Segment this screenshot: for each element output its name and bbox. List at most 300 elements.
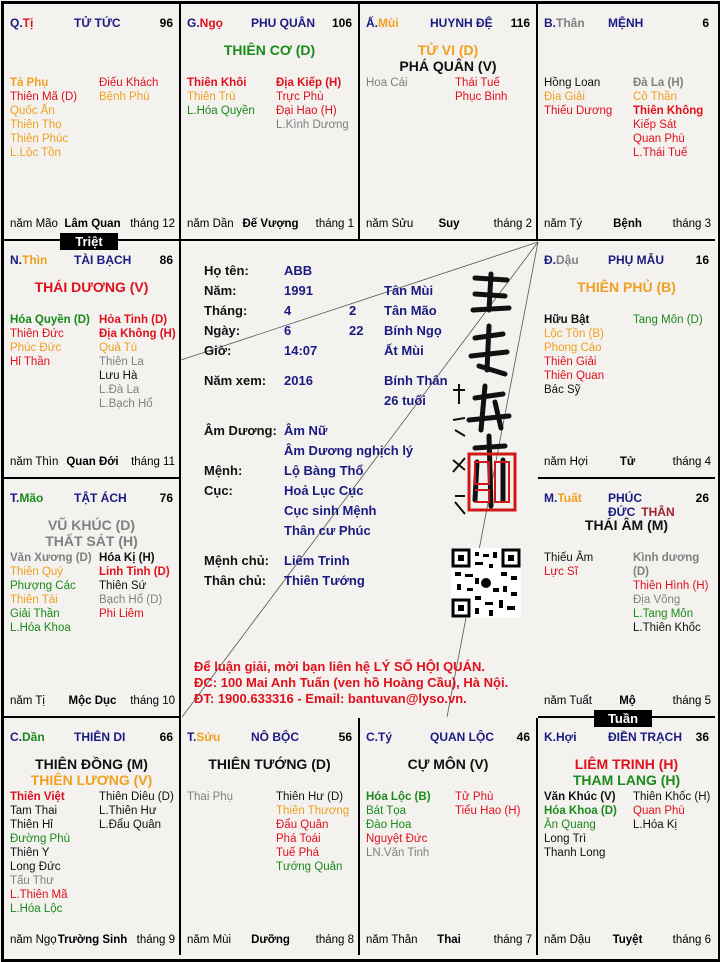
palace-name <box>608 16 688 30</box>
palace-cell[interactable] <box>4 718 181 955</box>
minor-star: Lực Sĩ <box>544 566 578 578</box>
main-star: VŨ KHÚC (D) <box>47 517 136 533</box>
minor-stars-left <box>544 76 612 118</box>
palace-footer <box>10 456 175 470</box>
palace-name <box>430 730 510 744</box>
main-stars <box>4 279 179 295</box>
minor-star: Thiên Hỉ <box>10 819 53 831</box>
cuc-note-2: Thân cư Phúc <box>284 523 371 538</box>
minor-star: Bệnh Phù <box>99 91 150 103</box>
main-stars <box>538 279 715 295</box>
palace-stem: B. <box>544 16 556 30</box>
minor-star: L.Bạch Hổ <box>99 398 153 410</box>
minor-star: Hồng Loan <box>544 77 601 89</box>
main-stars <box>181 756 358 772</box>
main-stars <box>538 517 715 533</box>
palace-name <box>251 16 331 30</box>
minor-star: Văn Xương (D) <box>10 552 92 564</box>
than-chu-value: Thiên Tướng <box>284 573 365 588</box>
palace-header <box>544 16 709 32</box>
day-canchi: Bính Ngọ <box>384 323 442 338</box>
minor-star: Thiên Việt <box>10 791 65 803</box>
minor-star: Phượng Các <box>10 580 76 592</box>
minor-star: Đẩu Quân <box>276 819 329 831</box>
minor-star: Thái Tuế <box>455 77 500 89</box>
palace-name-text: MỆNH <box>608 16 644 30</box>
minor-star: L.Hóa Kị <box>633 819 678 831</box>
palace-age: 16 <box>695 253 709 267</box>
palace-stem-branch <box>187 730 220 744</box>
palace-year: năm Tuất <box>544 695 592 707</box>
palace-header <box>544 730 709 746</box>
main-stars <box>4 517 179 549</box>
main-stars <box>360 42 536 74</box>
minor-stars-left <box>187 790 233 804</box>
palace-age: 46 <box>516 730 530 744</box>
palace-cell[interactable] <box>538 718 715 955</box>
palace-branch: Ngọ <box>199 16 223 30</box>
palace-branch: Thân <box>556 16 585 30</box>
palace-header <box>544 491 709 519</box>
calligraphy-logo <box>445 270 525 620</box>
palace-cell[interactable] <box>538 479 715 718</box>
cuc-label: Cục: <box>204 483 233 498</box>
minor-star: Văn Khúc (V) <box>544 791 616 803</box>
minor-star: Địa Giải <box>544 91 585 103</box>
main-star: THAM LANG (H) <box>572 772 681 788</box>
minor-star: Hỉ Thần <box>10 356 51 368</box>
palace-footer <box>187 218 354 232</box>
hour-canchi: Ất Mùi <box>384 343 424 358</box>
minor-star: Hóa Kị (H) <box>99 552 155 564</box>
palace-stem: Đ. <box>544 253 556 267</box>
minor-star: Địa Kiếp (H) <box>276 77 342 89</box>
palace-year: năm Thìn <box>10 456 59 468</box>
minor-star: Tử Phù <box>455 791 494 803</box>
menh-value: Lộ Bàng Thổ <box>284 463 364 478</box>
palace-header <box>187 730 352 746</box>
palace-stem-branch <box>544 253 579 267</box>
minor-star: Quả Tú <box>99 342 138 354</box>
palace-name-text: PHỤ MẪU <box>608 253 664 267</box>
minor-star: L.Lộc Tồn <box>10 147 61 159</box>
minor-stars-right <box>633 76 703 160</box>
palace-stem: N. <box>10 253 22 267</box>
palace-age: 36 <box>695 730 709 744</box>
life-stage: Bệnh <box>613 218 642 230</box>
palace-footer <box>544 934 711 948</box>
palace-stem-branch <box>10 253 47 267</box>
minor-star: Địa Võng <box>633 594 681 606</box>
palace-name <box>74 730 154 744</box>
palace-header <box>366 730 530 746</box>
palace-name <box>608 253 688 267</box>
palace-cell[interactable] <box>360 4 538 241</box>
minor-stars-right <box>633 790 710 832</box>
minor-star: Long Trì <box>544 833 587 845</box>
palace-stem-branch <box>366 730 392 744</box>
minor-star: Phi Liêm <box>99 608 144 620</box>
palace-name <box>74 491 154 505</box>
minor-stars-left <box>544 313 604 397</box>
view-year-label: Năm xem: <box>204 373 267 388</box>
minor-star: Hóa Quyền (D) <box>10 314 90 326</box>
palace-stem-branch <box>544 16 585 30</box>
palace-year: năm Mão <box>10 218 58 230</box>
hour-label: Giờ: <box>204 343 232 358</box>
palace-stem-branch <box>366 16 399 30</box>
main-star: CỰ MÔN (V) <box>407 756 489 772</box>
minor-stars-right <box>99 790 174 832</box>
palace-month: tháng 4 <box>672 456 711 468</box>
day-lunar: 22 <box>349 323 364 338</box>
minor-star: Quan Phù <box>633 133 685 145</box>
minor-star: Tam Thai <box>10 805 58 817</box>
minor-stars-left <box>544 551 593 579</box>
amduong-value: Âm Nữ <box>284 423 328 438</box>
minor-star: Ân Quang <box>544 819 596 831</box>
minor-star: Thiên Thương <box>276 805 350 817</box>
palace-name-text: TỬ TỨC <box>74 16 121 30</box>
palace-year: năm Hợi <box>544 456 588 468</box>
palace-year: năm Mùi <box>187 934 232 946</box>
minor-star: Thai Phụ <box>187 791 234 803</box>
day-value: 6 <box>284 323 292 338</box>
minor-stars-left <box>544 790 617 860</box>
palace-age: 76 <box>159 491 173 505</box>
minor-star: Kiếp Sát <box>633 119 677 131</box>
palace-month: tháng 9 <box>136 934 175 946</box>
minor-star: L.Thiên Mã <box>10 889 68 901</box>
main-star: THIÊN LƯƠNG (V) <box>30 772 153 788</box>
palace-name-text: QUAN LỘC <box>430 730 494 744</box>
minor-stars-left <box>10 313 90 369</box>
palace-branch: Tý <box>378 730 393 744</box>
minor-stars-right <box>633 313 703 327</box>
palace-year: năm Dần <box>187 218 234 230</box>
life-stage: Thai <box>437 934 461 946</box>
minor-star: Kình dương (D) <box>633 552 700 578</box>
main-stars <box>538 756 715 788</box>
minor-star: Thiên Tài <box>10 594 58 606</box>
palace-stem: G. <box>187 16 200 30</box>
palace-header <box>10 16 173 32</box>
life-stage: Dưỡng <box>251 934 290 946</box>
contact-line-3: ĐT: 1900.633316 - Email: bantuvan@lyso.vn. <box>194 691 467 706</box>
palace-name-text: HUYNH ĐỆ <box>430 16 493 30</box>
minor-star: Lộc Tồn (B) <box>544 328 604 340</box>
minor-star: Phong Cáo <box>544 342 602 354</box>
palace-stem-branch <box>187 16 223 30</box>
year-value: 1991 <box>284 283 313 298</box>
palace-branch: Sửu <box>196 730 221 744</box>
minor-stars-left <box>187 76 255 118</box>
palace-header <box>10 730 173 746</box>
palace-footer <box>187 934 354 948</box>
palace-year: năm Tị <box>10 695 45 707</box>
palace-name-text: PHU QUÂN <box>251 16 316 30</box>
minor-star: Thiên Diêu (D) <box>99 791 174 803</box>
palace-branch: Tuất <box>557 491 582 505</box>
life-stage: Tử <box>619 456 636 468</box>
menh-chu-value: Liêm Trinh <box>284 553 350 568</box>
main-star: PHÁ QUÂN (V) <box>399 58 497 74</box>
minor-star: Giải Thần <box>10 608 60 620</box>
minor-star: Thiên Giải <box>544 356 597 368</box>
palace-branch: Dậu <box>556 253 579 267</box>
palace-footer <box>366 934 532 948</box>
palace-year: năm Tý <box>544 218 583 230</box>
palace-age: 56 <box>338 730 352 744</box>
main-stars <box>4 756 179 788</box>
minor-star: Thiên Khốc (H) <box>633 791 711 803</box>
palace-cell[interactable] <box>181 718 360 955</box>
palace-name-text: ĐIỀN TRẠCH <box>608 730 682 744</box>
minor-star: Hữu Bật <box>544 314 590 326</box>
qr-code <box>451 548 521 618</box>
palace-stem-branch <box>10 491 43 505</box>
menh-label: Mệnh: <box>204 463 243 478</box>
palace-branch: Hợi <box>556 730 577 744</box>
minor-stars-left <box>10 551 92 635</box>
minor-stars-left <box>366 790 431 860</box>
minor-stars-right <box>99 313 176 411</box>
year-label: Năm: <box>204 283 237 298</box>
contact-line-1: Để luận giải, mời bạn liên hệ LÝ SỐ HỘI QUÁN. <box>194 659 485 674</box>
life-stage: Quan Đới <box>66 456 119 468</box>
minor-star: L.Tang Môn <box>633 608 694 620</box>
minor-star: Thiên Quý <box>10 566 64 578</box>
minor-star: Đường Phù <box>10 833 70 845</box>
minor-star: Hỏa Tinh (D) <box>99 314 168 326</box>
minor-star: Thiếu Dương <box>544 105 613 117</box>
palace-header <box>187 16 352 32</box>
palace-stem: K. <box>544 730 556 744</box>
main-star: THIÊN ĐỒNG (M) <box>35 756 148 772</box>
hour-value: 14:07 <box>284 343 318 358</box>
palace-month: tháng 8 <box>315 934 354 946</box>
palace-name <box>251 730 331 744</box>
palace-cell[interactable] <box>538 241 715 479</box>
palace-cell[interactable] <box>360 718 538 955</box>
palace-stem: Ấ. <box>366 16 378 30</box>
palace-branch: Mùi <box>378 16 399 30</box>
cuc-note-1: Cục sinh Mệnh <box>284 503 377 518</box>
minor-star: Long Đức <box>10 861 61 873</box>
minor-star: Hóa Lộc (B) <box>366 791 431 803</box>
name-value: ABB <box>284 263 313 278</box>
palace-cell[interactable] <box>4 241 181 479</box>
palace-stem-branch <box>10 730 45 744</box>
minor-star: L.Hóa Khoa <box>10 622 71 634</box>
palace-stem: M. <box>544 491 558 505</box>
month-canchi: Tân Mão <box>384 303 437 318</box>
palace-footer <box>366 218 532 232</box>
palace-cell[interactable] <box>538 4 715 241</box>
palace-footer <box>10 695 175 709</box>
palace-age: 86 <box>159 253 173 267</box>
palace-branch: Dần <box>22 730 45 744</box>
minor-star: Thiên Hình (H) <box>633 580 709 592</box>
palace-stem-branch <box>544 491 582 505</box>
palace-age: 116 <box>510 16 530 30</box>
palace-name-text: NÔ BỘC <box>251 730 299 744</box>
day-label: Ngày: <box>204 323 241 338</box>
palace-month: tháng 10 <box>130 695 175 707</box>
main-star: LIÊM TRINH (H) <box>574 756 679 772</box>
minor-star: Bạch Hổ (D) <box>99 594 163 606</box>
palace-age: 26 <box>695 491 709 505</box>
main-star: THIÊN CƠ (D) <box>223 42 316 58</box>
age: 26 tuổi <box>384 393 426 408</box>
minor-star: Thiên Thọ <box>10 119 62 131</box>
minor-stars-right <box>99 76 158 104</box>
minor-star: Thiếu Âm <box>544 552 594 564</box>
palace-cell[interactable] <box>4 4 181 241</box>
palace-name-text: THIÊN DI <box>74 730 126 744</box>
minor-star: Phúc Đức <box>10 342 62 354</box>
minor-star: L.Đà La <box>99 384 140 396</box>
life-stage: Tuyệt <box>612 934 643 946</box>
palace-year: năm Thân <box>366 934 418 946</box>
palace-age: 66 <box>159 730 173 744</box>
minor-star: Tướng Quân <box>276 861 343 873</box>
minor-stars-right <box>633 551 715 635</box>
minor-star: Địa Không (H) <box>99 328 176 340</box>
minor-stars-right <box>99 551 170 621</box>
minor-star: LN.Văn Tinh <box>366 847 430 859</box>
palace-month: tháng 7 <box>493 934 532 946</box>
palace-month: tháng 11 <box>131 456 175 468</box>
minor-star: L.Đẩu Quân <box>99 819 162 831</box>
life-stage: Mộc Dục <box>68 695 117 707</box>
palace-stem: C. <box>10 730 22 744</box>
palace-header <box>10 253 173 269</box>
minor-star: Quan Phù <box>633 805 685 817</box>
triet-badge: Triệt <box>60 233 118 250</box>
minor-stars-left <box>10 790 70 916</box>
palace-month: tháng 2 <box>493 218 532 230</box>
life-stage: Trường Sinh <box>57 934 128 946</box>
life-stage: Suy <box>438 218 460 230</box>
palace-age: 106 <box>331 16 352 30</box>
main-star: THẤT SÁT (H) <box>45 533 138 549</box>
life-stage: Đế Vượng <box>242 218 299 230</box>
palace-header <box>10 491 173 507</box>
palace-footer <box>544 695 711 709</box>
minor-star: Thiên Y <box>10 847 50 859</box>
minor-stars-right <box>276 76 349 132</box>
minor-star: Tiểu Hao (H) <box>455 805 521 817</box>
minor-star: Trực Phù <box>276 91 324 103</box>
minor-star: Đào Hoa <box>366 819 412 831</box>
palace-cell[interactable] <box>181 4 360 241</box>
main-star: THÁI ÂM (M) <box>584 517 669 533</box>
palace-cell[interactable] <box>4 479 181 718</box>
minor-star: Thanh Long <box>544 847 606 859</box>
palace-name-text: TẬT ÁCH <box>74 491 127 505</box>
palace-branch: Thìn <box>22 253 48 267</box>
cuc-value: Hoả Lục Cục <box>284 483 364 498</box>
minor-star: Thiên Sứ <box>99 580 147 592</box>
palace-stem: C. <box>366 730 378 744</box>
palace-month: tháng 6 <box>672 934 711 946</box>
minor-star: Hoa Cái <box>366 77 408 89</box>
palace-year: năm Sửu <box>366 218 414 230</box>
amduong-label: Âm Dương: <box>204 423 277 438</box>
palace-footer <box>10 934 175 948</box>
palace-name <box>608 491 688 519</box>
minor-stars-left <box>10 76 77 160</box>
tuan-badge: Tuần <box>594 710 652 727</box>
view-year-value: 2016 <box>284 373 313 388</box>
palace-stem: T. <box>10 491 20 505</box>
minor-star: Tả Phụ <box>10 77 49 89</box>
month-value: 4 <box>284 303 292 318</box>
palace-month: tháng 3 <box>672 218 711 230</box>
palace-header <box>544 253 709 269</box>
palace-name <box>74 16 154 30</box>
palace-branch: Tị <box>22 16 34 30</box>
palace-name-text: PHÚC ĐỨC <box>608 491 643 519</box>
amduong-note: Âm Dương nghịch lý <box>284 443 414 458</box>
palace-month: tháng 12 <box>130 218 175 230</box>
minor-star: Cô Thần <box>633 91 677 103</box>
main-star: TỬ VI (D) <box>417 42 479 58</box>
minor-star: Thiên Khôi <box>187 77 247 89</box>
palace-stem: Q. <box>10 16 23 30</box>
palace-year: năm Dậu <box>544 934 591 946</box>
main-star: THÁI DƯƠNG (V) <box>34 279 149 295</box>
minor-star: Đại Hao (H) <box>276 105 337 117</box>
minor-star: Nguyệt Đức <box>366 833 428 845</box>
palace-footer <box>10 218 175 232</box>
minor-star: Tang Môn (D) <box>633 314 703 326</box>
minor-star: Hóa Khoa (D) <box>544 805 617 817</box>
minor-star: L.Hóa Quyền <box>187 105 255 117</box>
menh-chu-label: Mệnh chủ: <box>204 553 269 568</box>
palace-stem: T. <box>187 730 197 744</box>
minor-star: L.Thiên Hư <box>99 805 157 817</box>
palace-month: tháng 5 <box>672 695 711 707</box>
palace-name <box>430 16 510 30</box>
palace-footer <box>544 456 711 470</box>
minor-star: Thiên Mã (D) <box>10 91 78 103</box>
view-year-canchi: Bính Thân <box>384 373 448 388</box>
minor-stars-left <box>366 76 408 90</box>
minor-star: L.Kình Dương <box>276 119 349 131</box>
minor-star: Tấu Thư <box>10 875 54 887</box>
palace-age: 6 <box>702 16 709 30</box>
minor-star: L.Thái Tuế <box>633 147 688 159</box>
main-star: THIÊN PHỦ (B) <box>577 279 676 295</box>
year-canchi: Tân Mùi <box>384 283 434 298</box>
minor-star: L.Hóa Lộc <box>10 903 63 915</box>
palace-age: 96 <box>159 16 173 30</box>
palace-stem-branch <box>544 730 577 744</box>
palace-footer <box>544 218 711 232</box>
minor-star: Điếu Khách <box>99 77 159 89</box>
minor-stars-right <box>276 790 349 874</box>
than-marker: THÂN <box>641 505 675 519</box>
palace-stem-branch <box>10 16 33 30</box>
minor-star: Thiên Không <box>633 105 704 117</box>
minor-star: Lưu Hà <box>99 370 138 382</box>
main-stars <box>181 42 358 58</box>
minor-star: Đà La (H) <box>633 77 684 89</box>
minor-star: L.Thiên Khốc <box>633 622 701 634</box>
palace-month: tháng 1 <box>315 218 354 230</box>
